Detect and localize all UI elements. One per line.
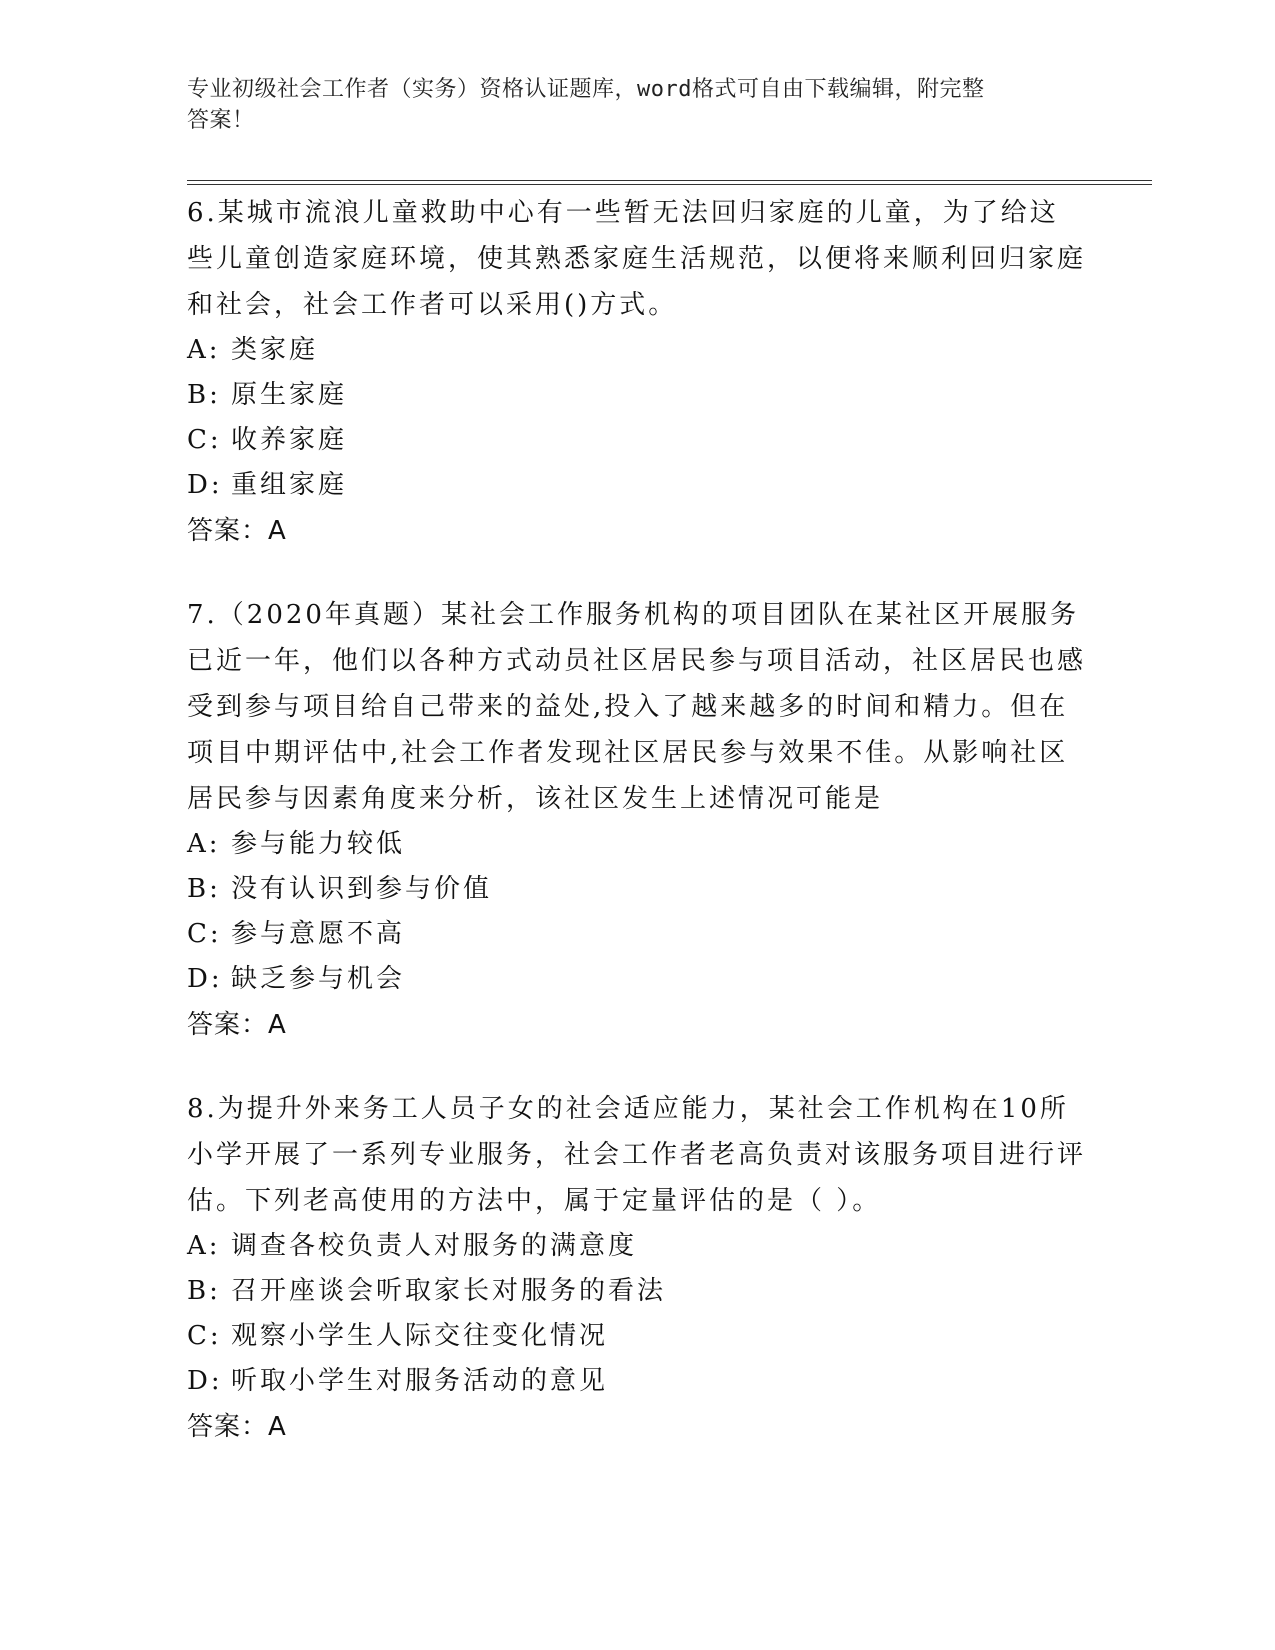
option-key: D: xyxy=(187,1366,223,1396)
option-d xyxy=(187,1359,1087,1404)
question-stem: 8.为提升外来务工人员子女的社会适应能力，某社会工作机构在10所小学开展了一系列专业服务，社会工作者老高负责对该服务项目进行评估。下列老高使用的方法中，属于定量评估的是（ ）。 xyxy=(187,1094,1087,1216)
option-text: 缺乏参与机会 xyxy=(231,964,406,994)
question-list xyxy=(187,190,1087,1488)
option-key: C: xyxy=(187,1321,222,1351)
option-key: A: xyxy=(187,335,221,365)
question-stem: 6.某城市流浪儿童救助中心有一些暂无法回归家庭的儿童，为了给这些儿童创造家庭环境，使其熟悉家庭生活规范，以便将来顺利回归家庭和社会，社会工作者可以采用()方式。 xyxy=(187,198,1087,320)
option-text: 观察小学生人际交往变化情况 xyxy=(231,1321,609,1351)
answer-label: 答案：A xyxy=(187,1412,287,1442)
header-divider-bottom xyxy=(187,184,1152,185)
option-a xyxy=(187,1224,1087,1269)
question-stem: 7.（2020年真题）某社会工作服务机构的项目团队在某社区开展服务已近一年，他们以各种方式动员社区居民参与项目活动，社区居民也感受到参与项目给自己带来的益处,投入了越来越多的时间和精力。但在项目中期评估中,社会工作者发现社区居民参与效果不佳。从影响社区居民参与因素角度来分析，该社区发生上述情况可能是 xyxy=(187,600,1087,814)
option-text: 调查各校负责人对服务的满意度 xyxy=(231,1231,638,1261)
header-divider-top xyxy=(187,180,1152,181)
option-a xyxy=(187,328,1087,373)
option-key: C: xyxy=(187,425,222,455)
option-key: B: xyxy=(187,380,221,410)
option-key: D: xyxy=(187,470,223,500)
option-key: A: xyxy=(187,829,221,859)
option-text: 类家庭 xyxy=(231,335,319,365)
option-d xyxy=(187,957,1087,1002)
option-key: D: xyxy=(187,964,223,994)
option-text: 听取小学生对服务活动的意见 xyxy=(231,1366,609,1396)
question-6 xyxy=(187,190,1087,554)
option-text: 参与意愿不高 xyxy=(231,919,406,949)
option-d xyxy=(187,463,1087,508)
option-key: B: xyxy=(187,874,221,904)
answer-label: 答案：A xyxy=(187,516,287,546)
question-8 xyxy=(187,1086,1087,1450)
option-text: 召开座谈会听取家长对服务的看法 xyxy=(231,1276,667,1306)
option-b xyxy=(187,1269,1087,1314)
option-b xyxy=(187,373,1087,418)
option-text: 没有认识到参与价值 xyxy=(231,874,493,904)
option-key: A: xyxy=(187,1231,221,1261)
option-key: C: xyxy=(187,919,222,949)
answer-label: 答案：A xyxy=(187,1010,287,1040)
option-text: 收养家庭 xyxy=(231,425,348,455)
option-b xyxy=(187,867,1087,912)
option-text: 重组家庭 xyxy=(231,470,348,500)
option-text: 原生家庭 xyxy=(231,380,348,410)
option-key: B: xyxy=(187,1276,221,1306)
option-c xyxy=(187,1314,1087,1359)
page-header xyxy=(187,74,1067,136)
header-line-1: 专业初级社会工作者（实务）资格认证题库，word格式可自由下载编辑，附完整 xyxy=(187,77,985,102)
question-7 xyxy=(187,592,1087,1048)
option-a xyxy=(187,822,1087,867)
option-c xyxy=(187,912,1087,957)
option-c xyxy=(187,418,1087,463)
header-line-2: 答案！ xyxy=(187,108,255,133)
option-text: 参与能力较低 xyxy=(231,829,406,859)
